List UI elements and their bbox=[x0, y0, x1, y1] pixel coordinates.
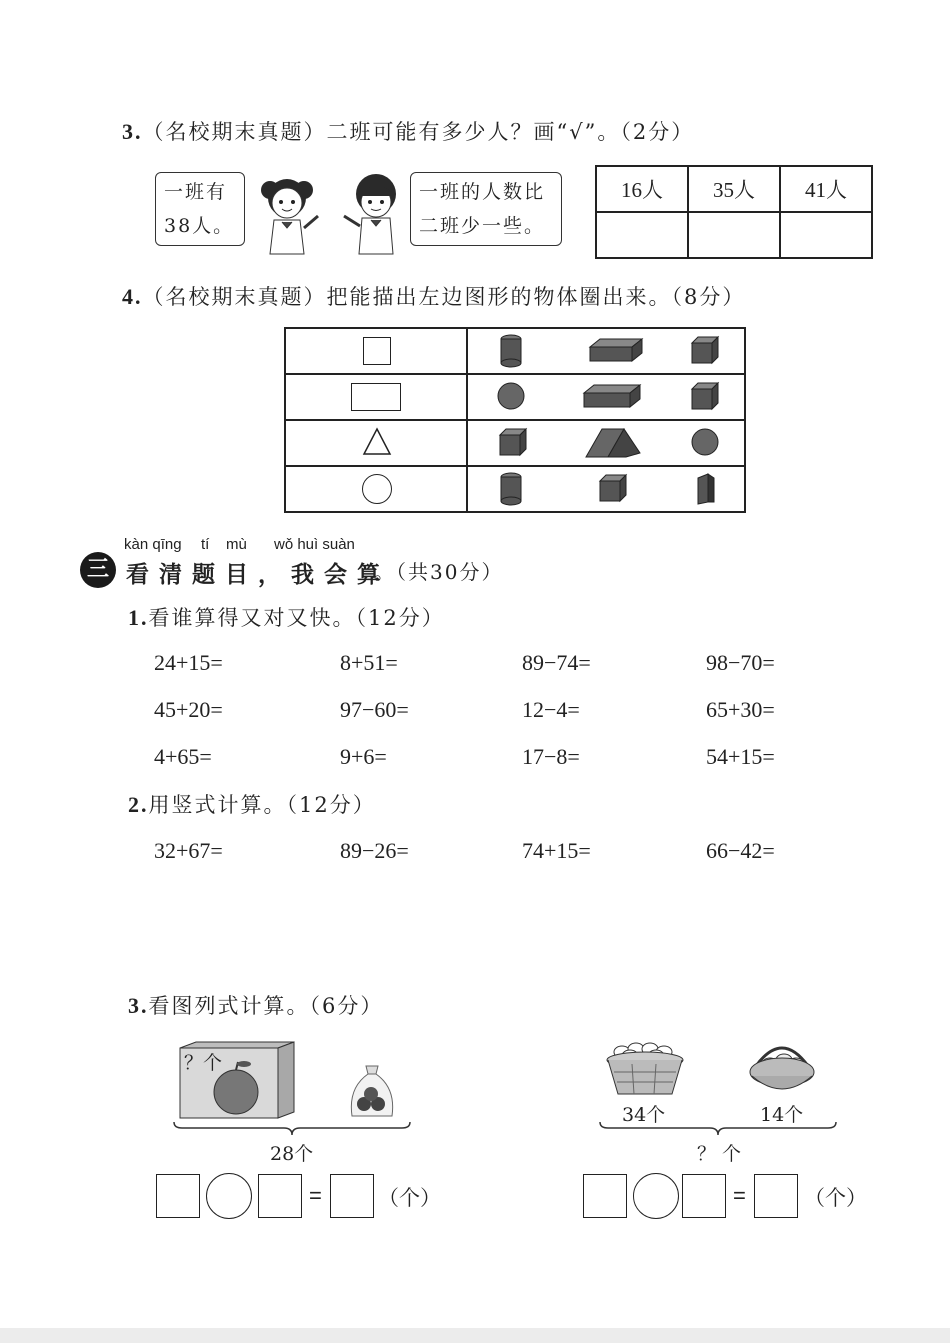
q3-options-table bbox=[595, 165, 873, 259]
cylinder-icon[interactable] bbox=[499, 334, 523, 368]
objects-cell bbox=[467, 420, 745, 466]
egg-basket-illustration bbox=[604, 1036, 686, 1098]
answer-cell[interactable] bbox=[780, 212, 872, 258]
q4-title bbox=[122, 281, 745, 311]
right-total-label: ？ 个 bbox=[697, 1143, 742, 1165]
sphere-icon[interactable] bbox=[496, 381, 526, 411]
flat-box-icon[interactable] bbox=[582, 383, 642, 409]
expression: 89−74= bbox=[522, 650, 591, 675]
answer-cell[interactable] bbox=[688, 212, 780, 258]
boy-illustration bbox=[338, 168, 410, 256]
shape-cell bbox=[285, 466, 467, 512]
answer-box[interactable] bbox=[754, 1174, 798, 1218]
section-score: 。（共30分） bbox=[374, 560, 504, 584]
answer-box[interactable] bbox=[583, 1174, 627, 1218]
option-label: 16人 bbox=[596, 166, 688, 212]
expression: 8+51= bbox=[340, 650, 398, 675]
cube-icon[interactable] bbox=[690, 335, 720, 365]
q4-text: （名校期末真题）把能描出左边图形的物体圈出来。（8分） bbox=[142, 285, 746, 309]
option-label: 41人 bbox=[780, 166, 872, 212]
p2-title: 2.用竖式计算。（12分） bbox=[128, 792, 376, 817]
answer-box[interactable] bbox=[682, 1174, 726, 1218]
expression: 98−70= bbox=[706, 650, 775, 675]
vertical-calc-item: 74+15= bbox=[522, 838, 591, 863]
cube-icon[interactable] bbox=[598, 473, 628, 503]
cube-icon[interactable] bbox=[690, 381, 720, 411]
brace-right bbox=[598, 1120, 838, 1138]
unit-label: （个） bbox=[378, 1186, 441, 1210]
cube-icon[interactable] bbox=[498, 427, 528, 457]
expression: 54+15= bbox=[706, 744, 775, 769]
pinyin-ti: tí bbox=[201, 536, 210, 553]
q4-shapes-table bbox=[284, 327, 746, 513]
unit-label: （个） bbox=[804, 1186, 867, 1210]
objects-cell bbox=[467, 374, 745, 420]
rectangle-shape bbox=[351, 383, 401, 411]
answer-box[interactable] bbox=[258, 1174, 302, 1218]
bubble-left: 一班有 38人。 bbox=[155, 172, 245, 246]
option-label: 35人 bbox=[688, 166, 780, 212]
q3-text: （名校期末真题）二班可能有多少人？画“√”。（2分） bbox=[142, 120, 695, 144]
section-title: 看清题目，我会算 bbox=[126, 562, 390, 588]
triangular-prism-icon[interactable] bbox=[584, 425, 642, 459]
pinyin-kanqing: kàn qīng bbox=[124, 536, 182, 553]
basket2-label: 14个 bbox=[760, 1104, 804, 1126]
q3-number: 3. bbox=[122, 119, 143, 144]
section-badge: 三 bbox=[80, 552, 116, 588]
pinyin-mu: mù bbox=[226, 536, 247, 553]
brace-left bbox=[172, 1120, 412, 1138]
operator-circle[interactable] bbox=[206, 1173, 252, 1219]
q3-title bbox=[122, 116, 694, 146]
small-prism-icon[interactable] bbox=[694, 472, 718, 506]
expression: 12−4= bbox=[522, 697, 580, 722]
circle-shape bbox=[362, 474, 392, 504]
equals-sign: = bbox=[733, 1183, 746, 1208]
answer-box[interactable] bbox=[330, 1174, 374, 1218]
shape-cell bbox=[285, 374, 467, 420]
operator-circle[interactable] bbox=[633, 1173, 679, 1219]
vertical-calc-item: 32+67= bbox=[154, 838, 223, 863]
girl-illustration bbox=[248, 168, 326, 256]
vertical-calc-item: 89−26= bbox=[340, 838, 409, 863]
shape-cell bbox=[285, 328, 467, 374]
answer-box[interactable] bbox=[156, 1174, 200, 1218]
q4-number: 4. bbox=[122, 284, 143, 309]
p3-title: 3.看图列式计算。（6分） bbox=[128, 993, 384, 1018]
expression: 9+6= bbox=[340, 744, 387, 769]
shape-cell bbox=[285, 420, 467, 466]
apple-bag-illustration bbox=[346, 1060, 398, 1120]
left-total-label: 28个 bbox=[270, 1143, 314, 1165]
cylinder-icon[interactable] bbox=[499, 472, 523, 506]
box-label: ？个 bbox=[184, 1052, 223, 1074]
expression: 97−60= bbox=[340, 697, 409, 722]
expression: 65+30= bbox=[706, 697, 775, 722]
p1-title: 1.看谁算得又对又快。（12分） bbox=[128, 605, 445, 630]
expression: 17−8= bbox=[522, 744, 580, 769]
expression: 24+15= bbox=[154, 650, 223, 675]
objects-cell bbox=[467, 328, 745, 374]
egg-basket-handle-illustration bbox=[746, 1036, 818, 1098]
expression: 45+20= bbox=[154, 697, 223, 722]
square-shape bbox=[363, 337, 391, 365]
flat-box-icon[interactable] bbox=[588, 337, 644, 363]
answer-cell[interactable] bbox=[596, 212, 688, 258]
expression: 4+65= bbox=[154, 744, 212, 769]
page-bottom-edge bbox=[0, 1328, 950, 1343]
equals-sign: = bbox=[309, 1183, 322, 1208]
objects-cell bbox=[467, 466, 745, 512]
sphere-icon[interactable] bbox=[690, 427, 720, 457]
pinyin-wohuisuan: wǒ huì suàn bbox=[274, 536, 355, 553]
vertical-calc-item: 66−42= bbox=[706, 838, 775, 863]
bubble-right: 一班的人数比 二班少一些。 bbox=[410, 172, 562, 246]
basket1-label: 34个 bbox=[622, 1104, 666, 1126]
triangle-shape bbox=[362, 427, 392, 457]
